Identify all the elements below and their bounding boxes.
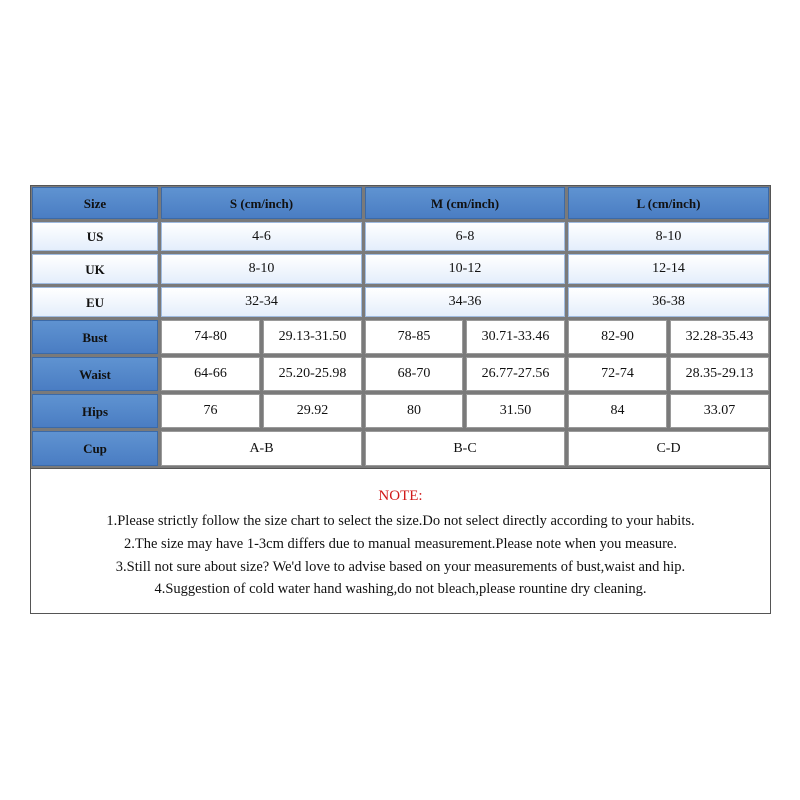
waist-m-inch: 26.77-27.56 xyxy=(466,357,565,391)
cup-s: A-B xyxy=(161,431,362,466)
row-label-us: US xyxy=(32,222,158,251)
note-line-1: 1.Please strictly follow the size chart to select the size.Do not select directly according to your habits. xyxy=(106,513,695,529)
bust-m-cm: 78-85 xyxy=(365,320,463,354)
waist-l-cm: 72-74 xyxy=(568,357,667,391)
cup-m: B-C xyxy=(365,431,565,466)
hips-m-inch: 31.50 xyxy=(466,394,565,428)
uk-s: 8-10 xyxy=(161,254,362,284)
note-line-2: 2.The size may have 1-3cm differs due to manual measurement.Please note when you measure. xyxy=(124,536,677,552)
row-label-waist: Waist xyxy=(32,357,158,391)
waist-m-cm: 68-70 xyxy=(365,357,463,391)
bust-m-inch: 30.71-33.46 xyxy=(466,320,565,354)
hips-s-cm: 76 xyxy=(161,394,260,428)
row-label-bust: Bust xyxy=(32,320,158,354)
eu-s: 32-34 xyxy=(161,287,362,317)
waist-s-inch: 25.20-25.98 xyxy=(263,357,362,391)
notes-section xyxy=(30,468,771,614)
bust-s-inch: 29.13-31.50 xyxy=(263,320,362,354)
hips-l-inch: 33.07 xyxy=(670,394,769,428)
bust-s-cm: 74-80 xyxy=(161,320,260,354)
hips-l-cm: 84 xyxy=(568,394,667,428)
bust-l-inch: 32.28-35.43 xyxy=(670,320,769,354)
uk-m: 10-12 xyxy=(365,254,565,284)
hips-m-cm: 80 xyxy=(365,394,463,428)
eu-l: 36-38 xyxy=(568,287,769,317)
note-line-4: 4.Suggestion of cold water hand washing,do not bleach,please rountine dry cleaning. xyxy=(154,581,647,597)
waist-s-cm: 64-66 xyxy=(161,357,260,391)
waist-l-inch: 28.35-29.13 xyxy=(670,357,769,391)
uk-l: 12-14 xyxy=(568,254,769,284)
us-l: 8-10 xyxy=(568,222,769,251)
row-label-cup: Cup xyxy=(32,431,158,466)
bust-l-cm: 82-90 xyxy=(568,320,667,354)
eu-m: 34-36 xyxy=(365,287,565,317)
note-title: NOTE: xyxy=(378,488,423,504)
header-m: M (cm/inch) xyxy=(365,187,565,219)
note-line-3: 3.Still not sure about size? We'd love to advise based on your measurements of bust,waist and hip. xyxy=(115,559,686,575)
header-size: Size xyxy=(32,187,158,219)
row-label-hips: Hips xyxy=(32,394,158,428)
row-label-uk: UK xyxy=(32,254,158,284)
hips-s-inch: 29.92 xyxy=(263,394,362,428)
us-m: 6-8 xyxy=(365,222,565,251)
cup-l: C-D xyxy=(568,431,769,466)
row-label-eu: EU xyxy=(32,287,158,317)
header-l: L (cm/inch) xyxy=(568,187,769,219)
header-s: S (cm/inch) xyxy=(161,187,362,219)
us-s: 4-6 xyxy=(161,222,362,251)
